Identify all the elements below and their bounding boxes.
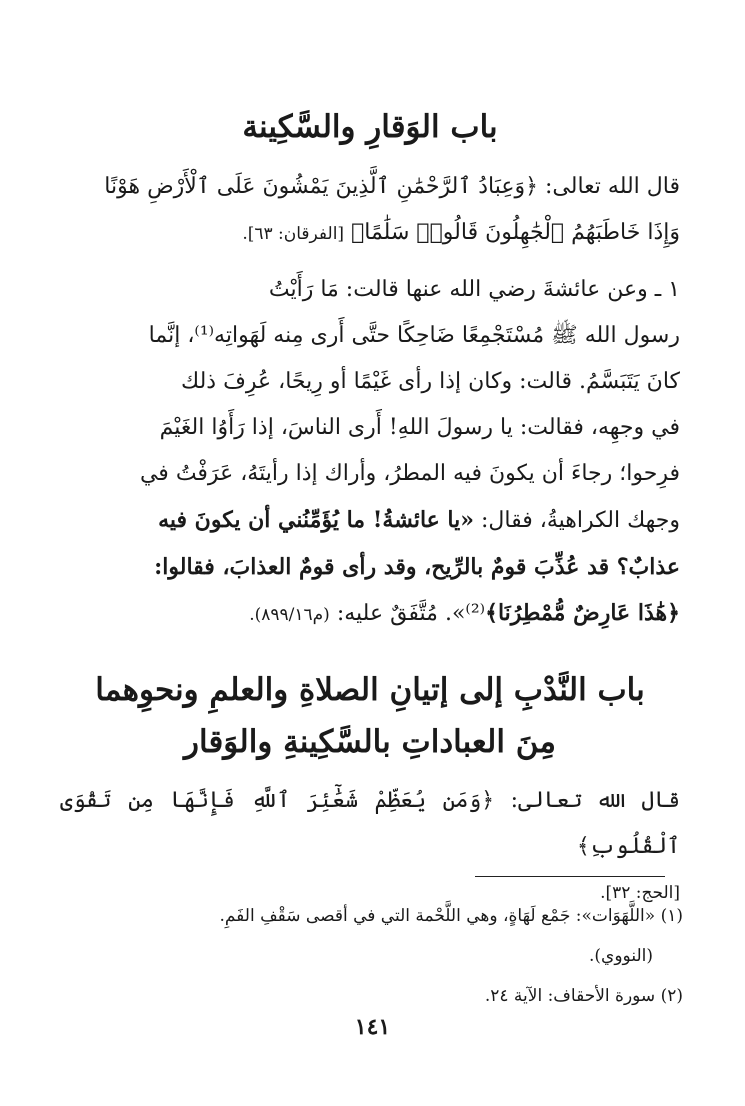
surah-reference: [الفرقان: ٦٣].	[242, 223, 345, 244]
prophet-quote: «يا عائشةُ! ما يُؤَمِّنُني أن يكونَ فيه	[158, 506, 475, 533]
footnote-1-source: (النووي).	[589, 946, 653, 966]
section-title: باب الوَقارِ والسَّكِينة	[242, 109, 498, 145]
surah-reference: [الحج: ٣٢].	[600, 882, 680, 903]
hadith-text: ⁽²⁾». مُتَّفَقٌ عليه:	[329, 600, 486, 626]
page-body	[60, 95, 680, 916]
verse-quote: ﴿هَٰذَا عَارِضٌ مُّمْطِرُنَا﴾	[485, 599, 680, 626]
hadith-line: في وجهِه، فقالت: يا رسولَ اللهِ! أَرى الناسَ، إذا رَأَوُا الغَيْمَ	[159, 414, 680, 440]
section-title: مِنَ العباداتِ بالسَّكِينةِ والوَقار	[184, 723, 556, 760]
hadith-line: فرِحوا؛ رجاءَ أن يكونَ فيه المطرُ، وأراك إذا رأيتَهُ، عَرَفْتُ في	[139, 460, 680, 486]
hadith-line: كانَ يَتَبَسَّمُ. قالت: وكان إذا رأى غَيْمًا أو رِيحًا، عُرِفَ ذلك	[181, 368, 680, 394]
section2-title-block	[60, 664, 680, 768]
verse-text: وَإِذَا خَاطَبَهُمُ ٱلْجَٰهِلُونَ قَالُوا۟ سَلَٰمًا﴾	[351, 219, 680, 245]
hadith-line: رسول الله ﷺ مُسْتَجْمِعًا ضَاحِكًا حتَّى أَرى مِنه لَهَواتِه⁽¹⁾، إنَّما	[148, 322, 680, 348]
hadith-text: وجهك الكراهيةُ، فقال:	[474, 507, 680, 533]
hadith-line	[60, 590, 680, 638]
verse-text: قال الله تعالى: ﴿وَعِبَادُ ٱلرَّحْمَٰنِ ٱلَّذِينَ يَمْشُونَ عَلَى ٱلْأَرْضِ هَوْنًا	[104, 173, 680, 199]
verse-intro-line1: قال الله تعالى: ﴿وَمَن يُعَظِّمْ شَعَٰٓئِرَ ٱللَّهِ فَإِنَّهَا مِن تَقْوَى ٱلْقُلُوبِ﴾	[60, 787, 680, 859]
footnote-2: (٢) سورة الأحقاف: الآية ٢٤.	[484, 986, 683, 1006]
footnote-1: (١) «اللَّهَوَات»: جَمْع لَهَاةٍ، وهي اللَّحْمة التي في أقصى سَقْفِ الفَمِ.	[219, 906, 683, 926]
hadith-reference: (م٨٩٩/١٦).	[249, 604, 330, 625]
hadith-line: عذابٌ؟ قد عُذِّبَ قومٌ بالرِّيح، وقد رأى قومٌ العذابَ، فقالوا:	[154, 553, 680, 580]
footnotes	[63, 896, 683, 1016]
hadith-line	[60, 497, 680, 544]
hadith-line: ١ ـ وعن عائشةَ رضي الله عنها قالت: مَا رَأَيْتُ	[268, 276, 680, 302]
verse-intro-line2	[60, 210, 680, 257]
section-title: باب النَّدْبِ إلى إتيانِ الصلاةِ والعلمِ ونحوِهما	[95, 671, 645, 708]
page-number: ١٤١	[354, 1014, 391, 1040]
footnote-divider	[475, 876, 665, 877]
verse-intro-line1	[60, 164, 680, 210]
